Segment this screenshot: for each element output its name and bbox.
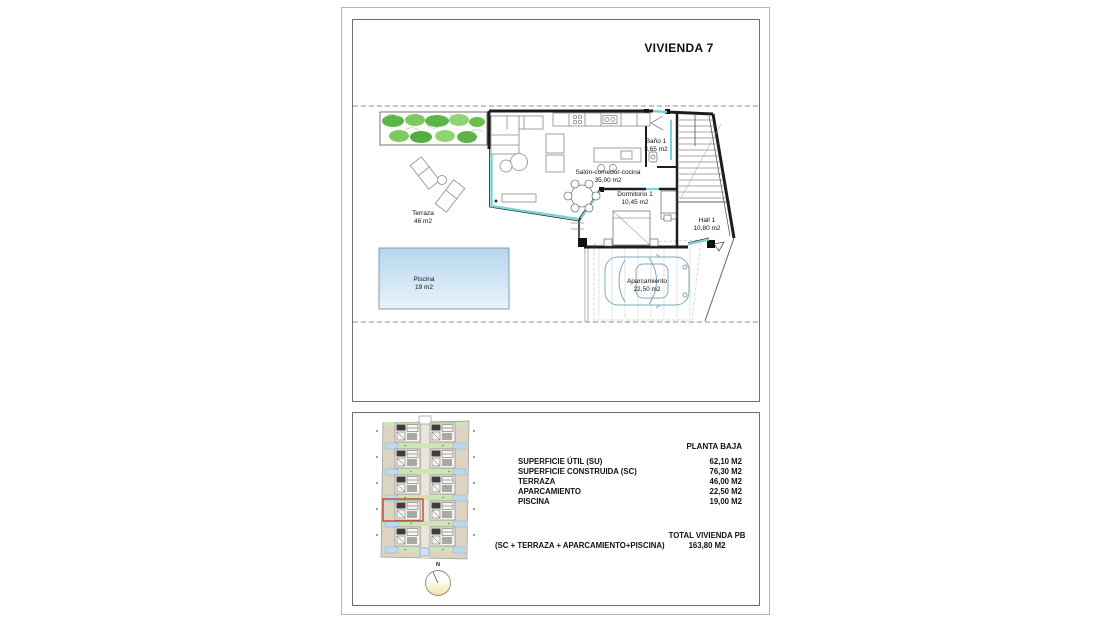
room-area: 3,65 m2 bbox=[644, 146, 668, 153]
room-label-bano bbox=[644, 138, 668, 154]
room-name: Hall 1 bbox=[698, 217, 716, 224]
table-row-label: APARCAMIENTO bbox=[518, 487, 581, 496]
room-label-salon bbox=[575, 169, 640, 185]
room-name: Baño 1 bbox=[645, 138, 667, 145]
room-label-terraza bbox=[412, 210, 434, 226]
compass-north-label: N bbox=[436, 562, 440, 568]
room-name: Salón-comedor-cocina bbox=[575, 169, 641, 176]
floorplan-panel bbox=[352, 19, 760, 402]
table-row-value: 76,30 M2 bbox=[709, 467, 742, 476]
room-label-hall bbox=[693, 217, 720, 233]
table-row-value: 62,10 M2 bbox=[709, 457, 742, 466]
pool bbox=[379, 248, 509, 309]
total-value: 163,80 M2 bbox=[688, 541, 726, 550]
room-area: 19 m2 bbox=[414, 284, 434, 291]
room-area: 22,50 m2 bbox=[633, 286, 661, 293]
room-label-piscina bbox=[414, 276, 435, 292]
table-row-value: 19,00 M2 bbox=[709, 497, 742, 506]
room-label-aparcamiento bbox=[627, 278, 667, 294]
table-total bbox=[666, 531, 748, 551]
table-row-label: SUPERFICIE ÚTIL (SU) bbox=[518, 457, 603, 466]
summary-panel bbox=[352, 412, 760, 606]
kitchen bbox=[553, 113, 650, 172]
room-name: Dormitorio 1 bbox=[617, 191, 653, 198]
site-plan bbox=[376, 416, 475, 559]
room-area: 10,45 m2 bbox=[621, 199, 649, 206]
compass bbox=[426, 571, 451, 596]
room-name: Piscina bbox=[413, 276, 435, 283]
room-area: 10,80 m2 bbox=[693, 225, 721, 232]
garden-strip bbox=[380, 112, 487, 145]
total-label: TOTAL VIVIENDA PB bbox=[668, 531, 746, 540]
table-total-formula: (SC + TERRAZA + APARCAMIENTO+PISCINA) bbox=[495, 541, 665, 550]
room-area: 35,00 m2 bbox=[594, 177, 622, 184]
terrace-furniture bbox=[410, 157, 465, 212]
room-area: 46 m2 bbox=[413, 218, 433, 225]
room-name: Terraza bbox=[412, 210, 434, 217]
table-row-label: TERRAZA bbox=[518, 477, 556, 486]
table-row-value: 22,50 M2 bbox=[709, 487, 742, 496]
page-title: VIVIENDA 7 bbox=[644, 41, 714, 55]
table-row-value: 46,00 M2 bbox=[709, 477, 742, 486]
room-name: Aparcamiento bbox=[626, 278, 668, 285]
room-label-dormitorio bbox=[617, 191, 652, 207]
table-row-label: SUPERFICIE CONSTRUIDA (SC) bbox=[518, 467, 637, 476]
table-header: PLANTA BAJA bbox=[686, 442, 742, 451]
table-row-label: PISCINA bbox=[518, 497, 550, 506]
entry-arrow-icon bbox=[714, 242, 724, 251]
